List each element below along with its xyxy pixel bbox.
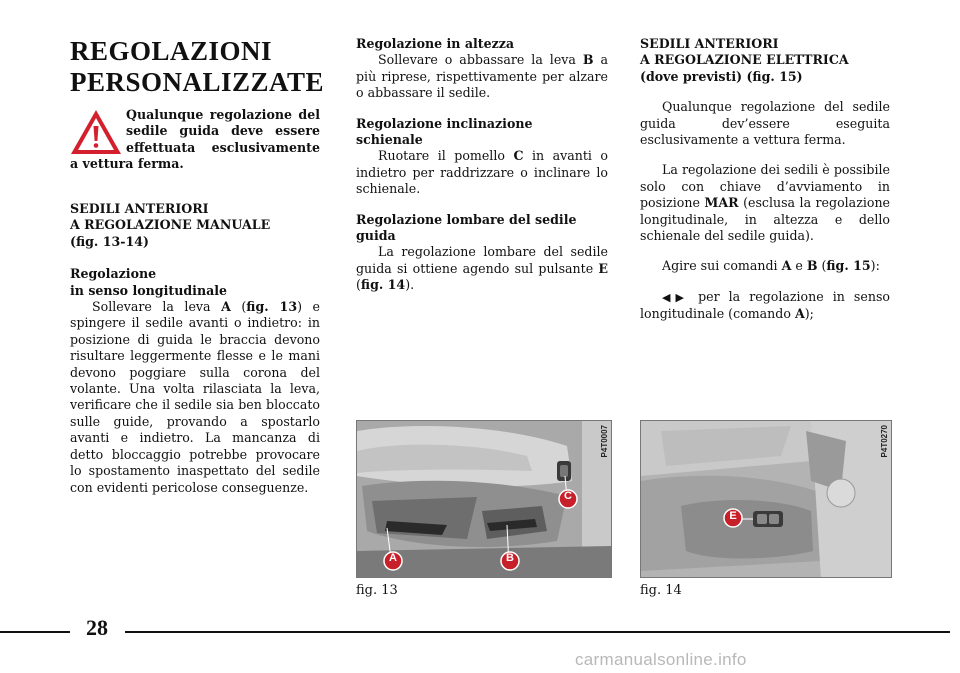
longitudinal-heading: Regolazione in senso longitudinale xyxy=(70,266,228,298)
warning-block xyxy=(70,107,320,177)
footer-rule-left xyxy=(0,631,70,633)
electric-seats-heading: SEDILI ANTERIORI A REGOLAZIONE ELETTRICA (dove previsti) (fig. 15) xyxy=(640,36,849,84)
label-e: E xyxy=(729,510,737,522)
label-c: C xyxy=(564,490,572,502)
height-heading: Regolazione in altezza xyxy=(356,36,515,51)
electric-text-4: ◀▶ per la regolazione in senso longitudinale (comando A); xyxy=(640,288,890,322)
warning-text: Qualunque regolazione del sedile guida deve essere effettuata esclusivamente a vettura ferma. xyxy=(70,107,320,172)
column-3 xyxy=(640,36,890,323)
label-a: A xyxy=(389,552,397,564)
lumbar-text: La regolazione lombare del sedile guida si ottiene agendo sul pulsante E (fig. 14). xyxy=(356,244,608,293)
footer-rule-right xyxy=(125,631,950,633)
electric-text-3: Agire sui comandi A e B (fig. 15): xyxy=(662,258,880,274)
recline-text: Ruotare il pomello C in avanti o indietro per raddrizzare o inclinare lo schienale. xyxy=(356,148,608,197)
section-title: REGOLAZIONI PERSONALIZZATE xyxy=(70,36,325,97)
column-1 xyxy=(70,36,325,496)
page-number: 28 xyxy=(86,615,108,640)
seat-side-illustration xyxy=(641,421,892,578)
lumbar-heading: Regolazione lombare del sedile guida xyxy=(356,211,577,244)
electric-text-1: Qualunque regolazione del sedile guida dev’essere eseguita esclusivamente a vettura ferma. xyxy=(640,99,890,148)
longitudinal-text: Sollevare la leva A (fig. 13) e spingere il sedile avanti o indietro: in posizione di guida le braccia devono risultare leggermente flesse e le mani devono poggiare sulla corona del volante. Una volta rilasciata la leva, verificare che il sedile sia ben bloccato sulle guide, provando a spostarlo avanti e indietro. La mancanza di detto bloccaggio potrebbe provocare lo spostamento inaspettato del sedile con evidenti pericolose conseguenze. xyxy=(70,299,320,495)
warning-triangle-icon xyxy=(70,109,122,155)
left-right-arrows-icon: ◀▶ xyxy=(662,290,690,304)
figure-13-caption: fig. 13 xyxy=(356,583,398,598)
label-b: B xyxy=(506,552,514,564)
recline-heading: Regolazione inclinazione schienale xyxy=(356,115,533,148)
watermark: carmanualsonline.info xyxy=(575,650,747,669)
manual-seats-heading: SEDILI ANTERIORI A REGOLAZIONE MANUALE (fig. 13-14) xyxy=(70,201,271,249)
figure-code: P4T0270 xyxy=(880,425,889,458)
figure-14-caption: fig. 14 xyxy=(640,583,682,598)
figure-code: P4T0007 xyxy=(600,425,609,458)
electric-text-2: La regolazione dei sedili è possibile solo con chiave d’avviamento in posizione MAR (esclusa la regolazione longitudinale, in altezza e dello schienale del sedile guida). xyxy=(640,162,891,244)
height-text: Sollevare o abbassare la leva B a più riprese, rispettivamente per alzare o abbassare il sedile. xyxy=(356,52,608,101)
figure-14-lumbar-button xyxy=(640,420,892,578)
figure-13-seat-controls xyxy=(356,420,612,578)
column-2 xyxy=(356,36,608,294)
